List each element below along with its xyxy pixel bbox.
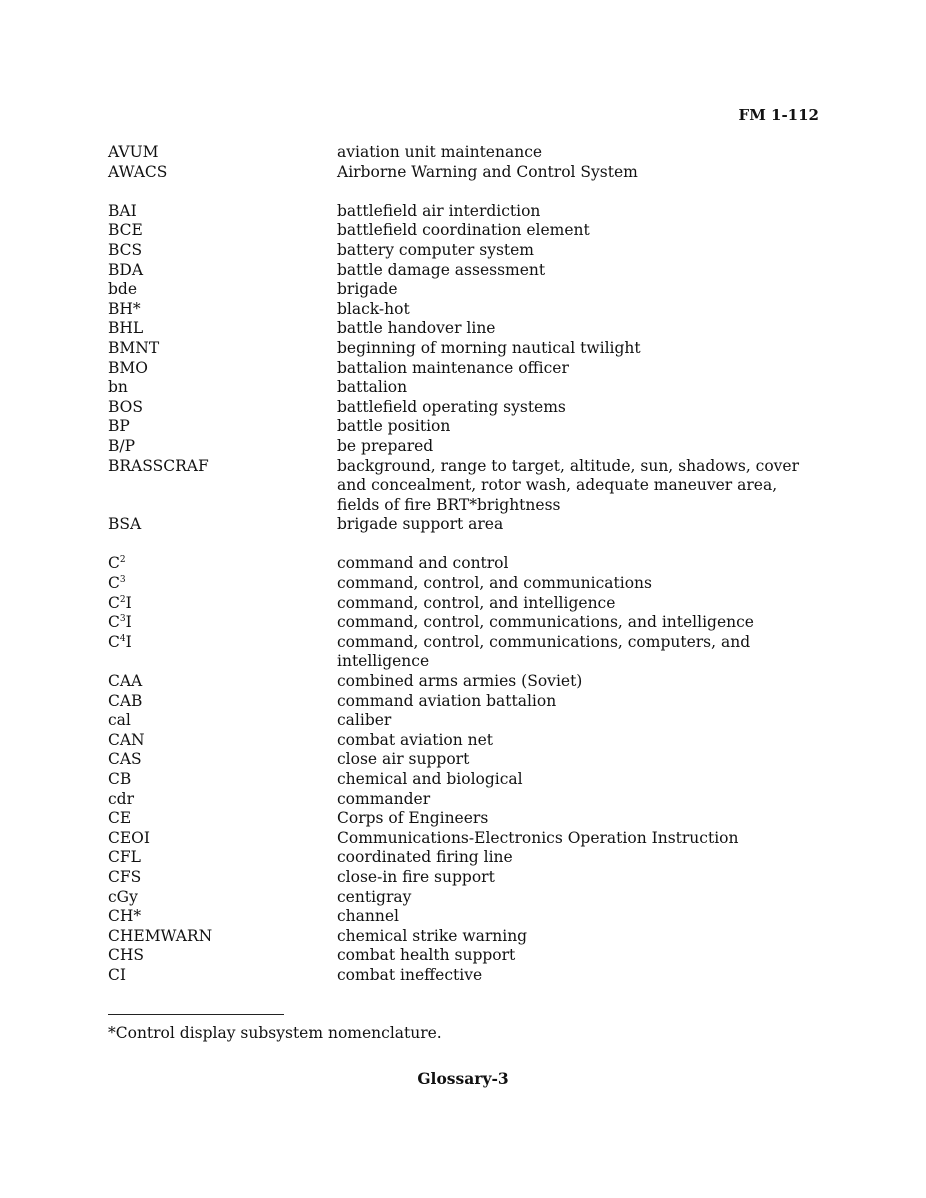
glossary-term <box>108 143 337 163</box>
glossary-term <box>108 790 337 810</box>
glossary-term <box>108 378 337 398</box>
glossary-entry <box>108 378 828 398</box>
glossary-entry <box>108 143 828 163</box>
glossary-term <box>108 417 337 437</box>
term-text: AWACS <box>108 162 168 181</box>
glossary-term <box>108 868 337 888</box>
glossary-term <box>108 261 337 281</box>
glossary-definition: combined arms armies (Soviet) <box>337 672 583 691</box>
glossary-entry <box>108 241 828 261</box>
glossary-entry <box>108 907 828 927</box>
glossary-definition: combat ineffective <box>337 965 483 984</box>
group-spacer <box>108 535 828 555</box>
glossary-entry <box>108 927 828 947</box>
glossary-term <box>108 594 337 614</box>
glossary-term <box>108 711 337 731</box>
glossary-entry <box>108 966 828 986</box>
term-text: BCE <box>108 221 143 240</box>
glossary-definition: channel <box>337 907 399 926</box>
term-text: C <box>108 554 120 573</box>
glossary-term <box>108 221 337 241</box>
glossary-term <box>108 731 337 751</box>
term-text: CI <box>108 965 126 984</box>
term-text: bde <box>108 280 138 299</box>
glossary-definition: battlefield coordination element <box>337 221 590 240</box>
glossary-term <box>108 613 337 633</box>
term-text: BCS <box>108 240 143 259</box>
glossary-term <box>108 750 337 770</box>
term-text: cGy <box>108 887 138 906</box>
glossary-definition: chemical and biological <box>337 770 523 788</box>
term-text: B/P <box>108 436 136 455</box>
glossary-definition: command aviation battalion <box>337 691 557 710</box>
term-text: cal <box>108 711 131 730</box>
glossary-definition: Airborne Warning and Control System <box>337 162 638 181</box>
glossary-definition: chemical strike warning <box>337 926 528 945</box>
glossary-term <box>108 692 337 712</box>
glossary-term <box>108 946 337 966</box>
glossary-term <box>108 359 337 379</box>
glossary-term <box>108 829 337 849</box>
footnote: *Control display subsystem nomenclature. <box>108 1024 442 1042</box>
glossary-term <box>108 633 337 672</box>
glossary-entry <box>108 594 828 614</box>
term-text: BDA <box>108 260 144 279</box>
glossary-definition: Corps of Engineers <box>337 809 489 828</box>
glossary-definition: combat health support <box>337 946 516 965</box>
glossary-entry <box>108 221 828 241</box>
running-header: FM 1-112 <box>738 106 819 124</box>
glossary-definition: brigade <box>337 280 398 299</box>
glossary-definition: close air support <box>337 750 470 769</box>
glossary-definition: coordinated firing line <box>337 848 513 867</box>
term-suffix: I <box>125 593 132 612</box>
glossary-entry <box>108 888 828 908</box>
term-text: BP <box>108 417 130 436</box>
glossary-entry <box>108 319 828 339</box>
term-text: bn <box>108 378 128 397</box>
term-text: CFS <box>108 867 142 886</box>
glossary-definition: command, control, and intelligence <box>337 593 616 612</box>
term-text: C <box>108 632 120 651</box>
glossary-entry <box>108 280 828 300</box>
term-text: CHEMWARN <box>108 926 213 945</box>
glossary-term <box>108 848 337 868</box>
glossary-definition: commander <box>337 789 431 808</box>
term-text: CAB <box>108 691 143 710</box>
term-superscript: 2 <box>119 555 126 566</box>
term-text: BHL <box>108 319 144 338</box>
term-text: BOS <box>108 397 144 416</box>
glossary-entry <box>108 633 828 672</box>
term-text: CFL <box>108 848 141 867</box>
glossary-entry <box>108 692 828 712</box>
term-text: C <box>108 593 120 612</box>
glossary-definition: aviation unit maintenance <box>337 143 543 161</box>
glossary-definition: battlefield air interdiction <box>337 201 541 220</box>
term-text: BAI <box>108 201 137 220</box>
term-superscript: 3 <box>119 614 126 625</box>
glossary-entry <box>108 261 828 281</box>
term-text: CAS <box>108 750 142 769</box>
term-text: C <box>108 613 120 632</box>
term-text: CEOI <box>108 828 151 847</box>
glossary-term <box>108 770 337 790</box>
term-text: BRASSCRAF <box>108 456 209 475</box>
glossary-definition: command, control, communications, computers, and intelligence <box>337 632 751 671</box>
glossary-entry <box>108 359 828 379</box>
glossary-definition: combat aviation net <box>337 730 494 749</box>
glossary-term <box>108 554 337 574</box>
glossary-definition: centigray <box>337 887 412 906</box>
term-text: AVUM <box>108 143 159 161</box>
glossary-term <box>108 574 337 594</box>
glossary-term <box>108 927 337 947</box>
glossary-entry <box>108 202 828 222</box>
glossary-definition: command and control <box>337 554 509 573</box>
glossary-entry <box>108 554 828 574</box>
glossary-term <box>108 888 337 908</box>
footnote-divider <box>108 1014 284 1015</box>
glossary-term <box>108 515 337 535</box>
glossary-definition: battalion <box>337 378 408 397</box>
glossary-entry <box>108 750 828 770</box>
glossary-entry <box>108 946 828 966</box>
term-text: CAN <box>108 730 145 749</box>
glossary-entry <box>108 848 828 868</box>
term-text: C <box>108 574 120 593</box>
glossary-definition: battle position <box>337 417 451 436</box>
glossary-entry <box>108 868 828 888</box>
glossary-entry <box>108 339 828 359</box>
glossary-term <box>108 907 337 927</box>
glossary-term <box>108 809 337 829</box>
glossary-entry <box>108 574 828 594</box>
glossary-definition: battalion maintenance officer <box>337 358 569 377</box>
glossary-definition: caliber <box>337 711 392 730</box>
glossary-definition: be prepared <box>337 436 434 455</box>
glossary-definition: black-hot <box>337 299 410 318</box>
glossary-definition: beginning of morning nautical twilight <box>337 338 641 357</box>
glossary-entry <box>108 163 828 183</box>
term-text: CH* <box>108 907 142 926</box>
term-superscript: 2 <box>119 594 126 605</box>
glossary-definition: battle damage assessment <box>337 260 546 279</box>
term-suffix: I <box>125 613 132 632</box>
term-text: BSA <box>108 515 142 534</box>
glossary-term <box>108 280 337 300</box>
term-text: CAA <box>108 672 143 691</box>
glossary-definition: Communications-Electronics Operation Instruction <box>337 828 739 847</box>
glossary-entry <box>108 515 828 535</box>
glossary-entry <box>108 770 828 790</box>
glossary-definition: brigade support area <box>337 515 504 534</box>
page-number: Glossary-3 <box>417 1069 509 1088</box>
glossary-term <box>108 241 337 261</box>
term-superscript: 4 <box>119 633 126 644</box>
glossary-term <box>108 319 337 339</box>
glossary-definition: command, control, communications, and intelligence <box>337 613 754 632</box>
glossary-entry <box>108 711 828 731</box>
glossary-term <box>108 437 337 457</box>
glossary-term <box>108 457 337 516</box>
glossary-entry <box>108 829 828 849</box>
glossary-term <box>108 672 337 692</box>
glossary-entry <box>108 613 828 633</box>
term-text: BMO <box>108 358 148 377</box>
glossary-entry <box>108 790 828 810</box>
glossary-definition: battery computer system <box>337 240 535 259</box>
glossary-entry <box>108 672 828 692</box>
glossary-definition: battlefield operating systems <box>337 397 566 416</box>
glossary-term <box>108 163 337 183</box>
glossary-entry <box>108 731 828 751</box>
glossary-term <box>108 398 337 418</box>
glossary-definition: close-in fire support <box>337 867 495 886</box>
glossary-definition: battle handover line <box>337 319 496 338</box>
term-text: CB <box>108 770 132 788</box>
glossary-definition: background, range to target, altitude, sun, shadows, cover and concealment, rotor wash, adequate maneuver area, fields of fire BRT*brightness <box>337 456 800 514</box>
glossary-definition: command, control, and communications <box>337 574 652 593</box>
glossary-term <box>108 966 337 986</box>
glossary-entry <box>108 809 828 829</box>
term-text: cdr <box>108 789 135 808</box>
term-text: BMNT <box>108 338 160 357</box>
glossary-entry <box>108 457 828 516</box>
glossary-list <box>108 143 828 986</box>
glossary-entry <box>108 417 828 437</box>
term-text: CE <box>108 809 132 828</box>
term-text: CHS <box>108 946 144 965</box>
glossary-entry <box>108 398 828 418</box>
glossary-term <box>108 300 337 320</box>
glossary-term <box>108 339 337 359</box>
term-superscript: 3 <box>119 575 126 586</box>
glossary-term <box>108 202 337 222</box>
glossary-entry <box>108 300 828 320</box>
term-text: BH* <box>108 299 141 318</box>
group-spacer <box>108 182 828 202</box>
glossary-entry <box>108 437 828 457</box>
term-suffix: I <box>125 632 132 651</box>
